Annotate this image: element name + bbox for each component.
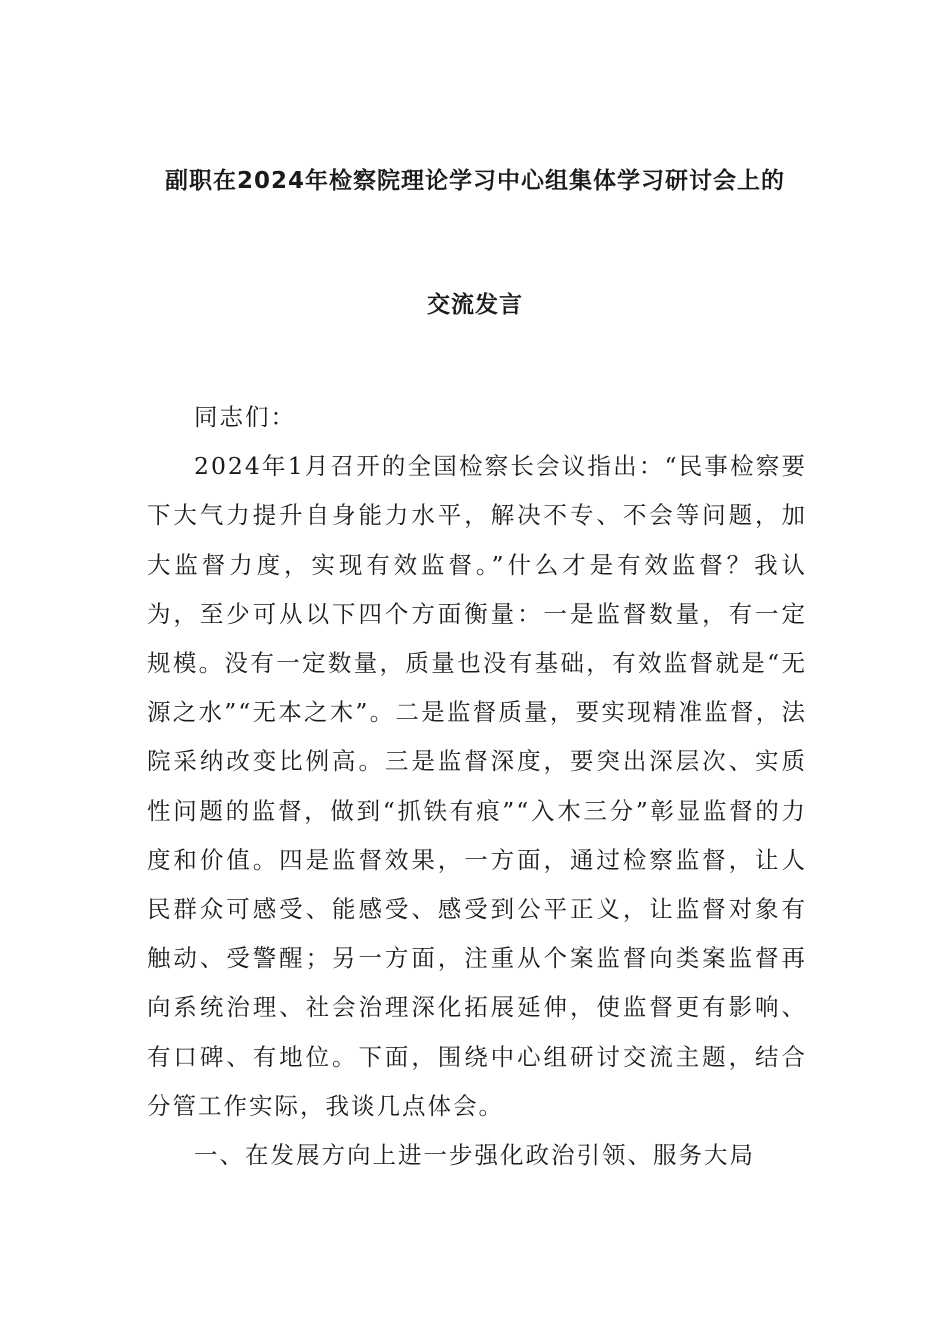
- paragraph-1: 2024年1月召开的全国检察长会议指出：“民事检察要下大气力提升自身能力水平，解决不专、不会等问题，加大监督力度，实现有效监督。”什么才是有效监督？我认为，至少可从以下四个方面衡量：一是监督数量，有一定规模。没有一定数量，质量也没有基础，有效监督就是“无源之水”“无本之木”。二是监督质量，要实现精准监督，法院采纳改变比例高。三是监督深度，要突出深层次、实质性问题的监督，做到“抓铁有痕”“入木三分”彰显监督的力度和价值。四是监督效果，一方面，通过检察监督，让人民群众可感受、能感受、感受到公平正义，让监督对象有触动、受警醒；另一方面，注重从个案监督向类案监督再向系统治理、社会治理深化拓展延伸，使监督更有影响、有口碑、有地位。下面，围绕中心组研讨交流主题，结合分管工作实际，我谈几点体会。: [147, 452, 807, 1120]
- document-title-line-2: 交流发言: [427, 292, 523, 318]
- document-body: [147, 393, 807, 1180]
- document-title-line-1: 副职在2024年检察院理论学习中心组集体学习研讨会上的: [164, 168, 785, 194]
- salutation: 同志们：: [194, 403, 296, 431]
- section-1-heading: 一、在发展方向上进一步强化政治引领、服务大局: [194, 1141, 755, 1170]
